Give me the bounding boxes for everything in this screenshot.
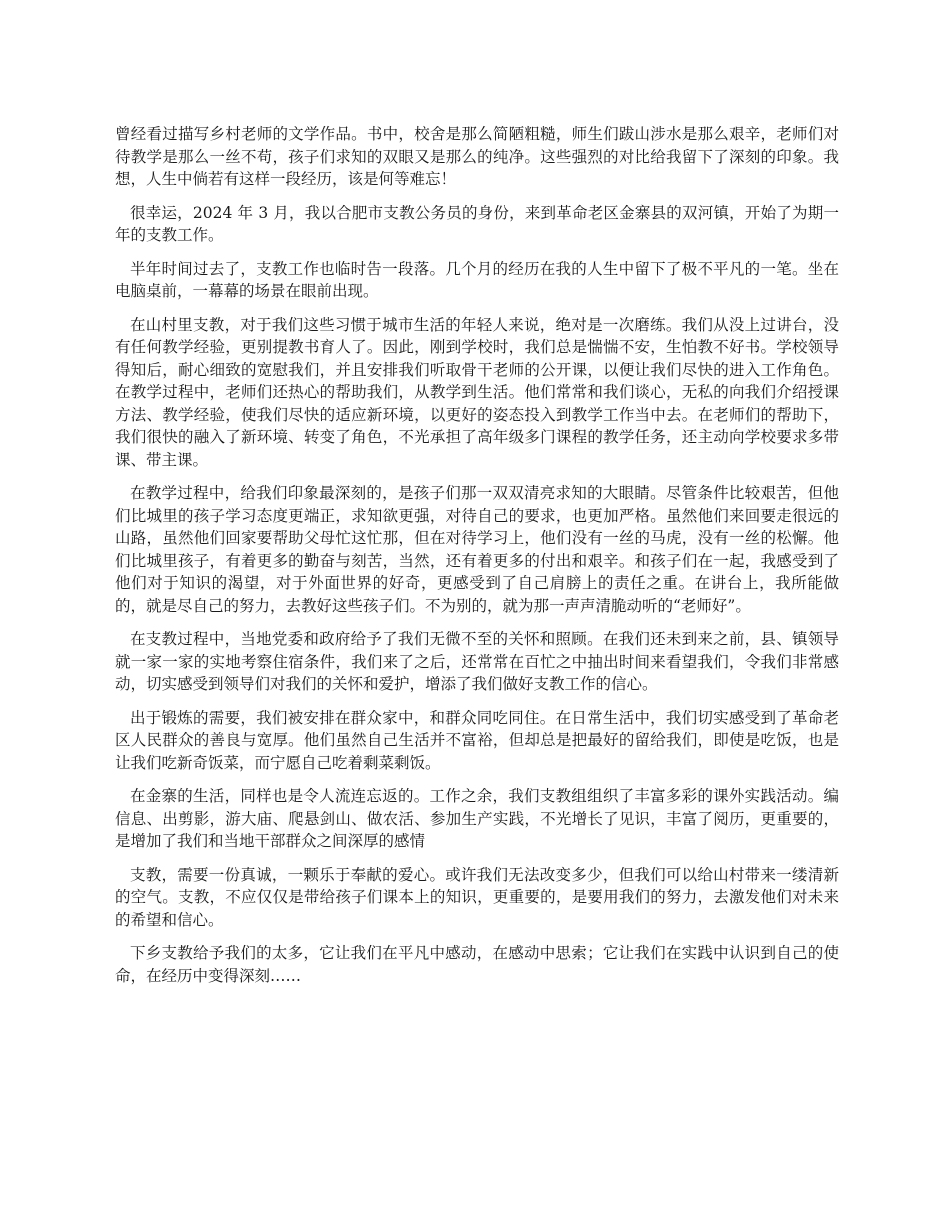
paragraph-conclusion: 下乡支教给予我们的太多，它让我们在平凡中感动，在感动中思索；它让我们在实践中认识到自己的使命，在经历中变得深刻…… [115, 944, 839, 985]
document-body [115, 123, 839, 998]
paragraph-children: 在教学过程中，给我们印象最深刻的，是孩子们那一双双清亮求知的大眼睛。尽管条件比较艰苦，但他们比城里的孩子学习态度更端正，求知欲更强，对待自己的要求，也更加严格。虽然他们来回要走很远的山路，虽然他们回家要帮助父母忙这忙那，但在对待学习上，他们没有一丝的马虎，没有一丝的松懈。他们比城里孩子，有着更多的勤奋与刻苦，当然，还有着更多的付出和艰辛。和孩子们在一起，我感受到了他们对于知识的渴望，对于外面世界的好奇，更感受到了自己肩膀上的责任之重。在讲台上，我所能做的，就是尽自己的努力，去教好这些孩子们。不为别的，就为那一声声清脆动听的“老师好”。 [115, 484, 839, 615]
paragraph-living-with-villagers: 出于锻炼的需要，我们被安排在群众家中，和群众同吃同住。在日常生活中，我们切实感受到了革命老区人民群众的善良与宽厚。他们虽然自己生活并不富裕，但却总是把最好的留给我们，即使是吃饭，也是让我们吃新奇饭菜，而宁愿自己吃着剩菜剩饭。 [115, 708, 839, 772]
paragraph-meaning: 支教，需要一份真诚，一颗乐于奉献的爱心。或许我们无法改变多少，但我们可以给山村带来一缕清新的空气。支教，不应仅仅是带给孩子们课本上的知识，更重要的，是要用我们的努力，去激发他们对未来的希望和信心。 [115, 865, 839, 929]
paragraph-teaching-start: 在山村里支教，对于我们这些习惯于城市生活的年轻人来说，绝对是一次磨练。我们从没上过讲台，没有任何教学经验，更别提教书育人了。因此，刚到学校时，我们总是惴惴不安，生怕教不好书。学校领导得知后，耐心细致的宽慰我们，并且安排我们听取骨干老师的公开课，以便让我们尽快的进入工作角色。在教学过程中，老师们还热心的帮助我们，从教学到生活。他们常常和我们谈心，无私的向我们介绍授课方法、教学经验，使我们尽快的适应新环境，以更好的姿态投入到教学工作当中去。在老师们的帮助下，我们很快的融入了新环境、转变了角色，不光承担了高年级多门课程的教学任务，还主动向学校要求多带课、带主课。 [115, 315, 839, 469]
paragraph-half-year: 半年时间过去了，支教工作也临时告一段落。几个月的经历在我的人生中留下了极不平凡的一笔。坐在电脑桌前，一幕幕的场景在眼前出现。 [115, 259, 839, 300]
paragraph-government-care: 在支教过程中，当地党委和政府给予了我们无微不至的关怀和照顾。在我们还未到来之前，县、镇领导就一家一家的实地考察住宿条件，我们来了之后，还常常在百忙之中抽出时间来看望我们，令我们非常感动，切实感受到领导们对我们的关怀和爱护，增添了我们做好支教工作的信心。 [115, 630, 839, 693]
paragraph-intro: 曾经看过描写乡村老师的文学作品。书中，校舍是那么简陋粗糙，师生们跋山涉水是那么艰辛，老师们对待教学是那么一丝不苟，孩子们求知的双眼又是那么的纯净。这些强烈的对比给我留下了深刻的印象。我想，人生中倘若有这样一段经历，该是何等难忘！ [115, 125, 839, 188]
paragraph-arrival: 很幸运，2024 年 3 月，我以合肥市支教公务员的身份，来到革命老区金寨县的双河镇，开始了为期一年的支教工作。 [115, 203, 839, 244]
paragraph-activities: 在金寨的生活，同样也是令人流连忘返的。工作之余，我们支教组组织了丰富多彩的课外实践活动。编信息、出剪影，游大庙、爬悬剑山、做农活、参加生产实践，不光增长了见识，丰富了阅历，更重要的，是增加了我们和当地干部群众之间深厚的感情 [115, 787, 839, 850]
